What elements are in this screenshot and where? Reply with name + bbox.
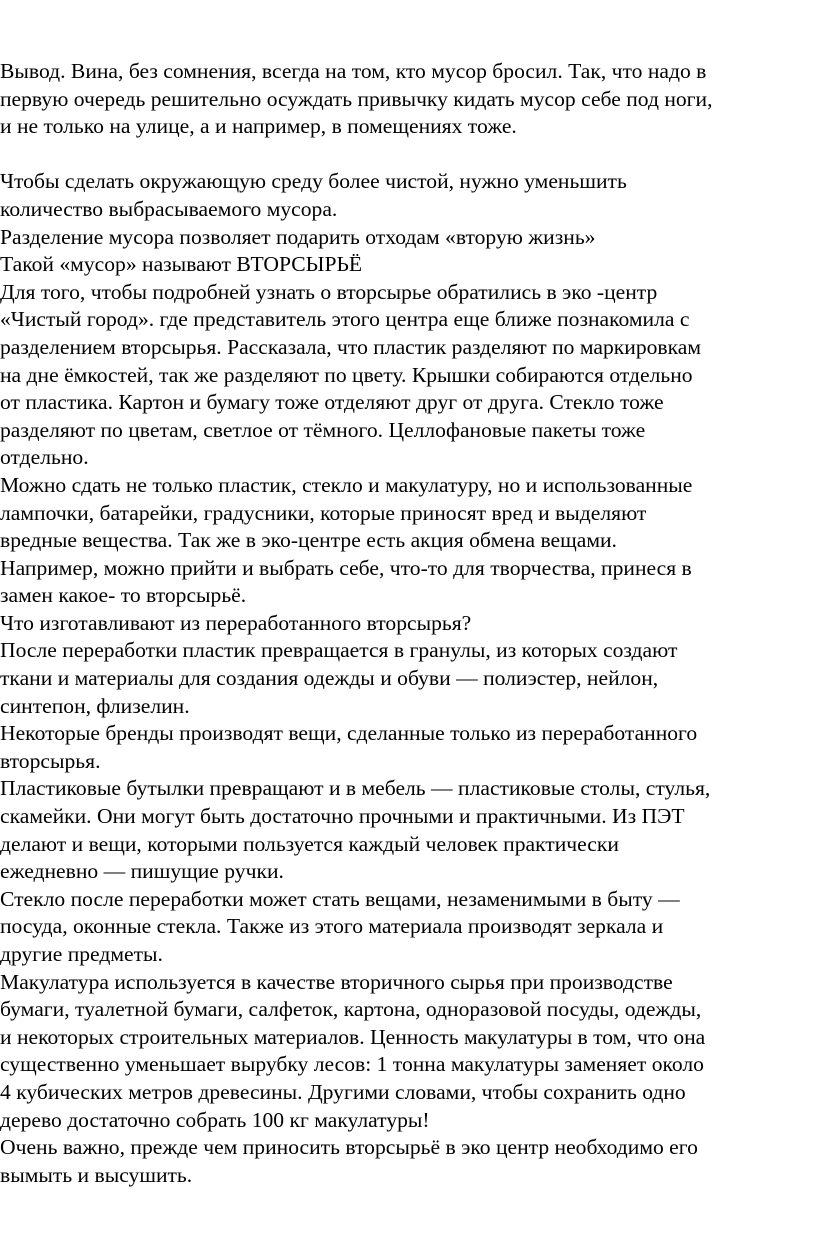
text-line: Можно сдать не только пластик, стекло и макулатуру, но и использованные <box>0 472 693 497</box>
text-line: на дне ёмкостей, так же разделяют по цвету. Крышки собираются отдельно <box>0 362 693 387</box>
text-line: разделением вторсырья. Рассказала, что пластик разделяют по маркировкам <box>0 334 702 359</box>
text-line: вредные вещества. Так же в эко-центре есть акция обмена вещами. <box>0 528 617 553</box>
text-line: первую очередь решительно осуждать привычку кидать мусор себе под ноги, <box>0 86 713 111</box>
text-line: Пластиковые бутылки превращают и в мебель — пластиковые столы, стулья, <box>0 776 711 801</box>
text-line: Такой «мусор» называют ВТОРСЫРЬЁ <box>0 252 363 277</box>
text-line: разделяют по цветам, светлое от тёмного. Целлофановые пакеты тоже <box>0 417 646 442</box>
document-body <box>0 58 816 1189</box>
text-line: от пластика. Картон и бумагу тоже отделяют друг от друга. Стекло тоже <box>0 390 664 415</box>
text-line: скамейки. Они могут быть достаточно прочными и практичными. Из ПЭТ <box>0 804 685 829</box>
text-line: другие предметы. <box>0 942 163 966</box>
text-line: существенно уменьшает вырубку лесов: 1 тонна макулатуры заменяет около <box>0 1052 704 1077</box>
paragraph-main <box>0 168 816 1189</box>
text-line: Стекло после переработки может стать вещами, незаменимыми в быту — <box>0 886 680 911</box>
text-line: дерево достаточно собрать 100 кг макулатуры! <box>0 1107 430 1132</box>
text-line: количество выбрасываемого мусора. <box>0 196 338 221</box>
text-line: отдельно. <box>0 445 89 470</box>
text-line: синтепон, флизелин. <box>0 693 190 718</box>
text-line: бумаги, туалетной бумаги, салфеток, картона, одноразовой посуды, одежды, <box>0 997 702 1022</box>
text-line: Для того, чтобы подробней узнать о вторсырье обратились в эко -центр <box>0 279 658 304</box>
text-line: После переработки пластик превращается в гранулы, из которых создают <box>0 638 678 663</box>
paragraph-conclusion <box>0 58 816 141</box>
text-line: Разделение мусора позволяет подарить отходам «вторую жизнь» <box>0 224 596 249</box>
text-line: лампочки, батарейки, градусники, которые приносят вред и выделяют <box>0 500 647 525</box>
text-line: делают и вещи, которыми пользуется каждый человек практически <box>0 831 619 856</box>
text-line: 4 кубических метров древесины. Другими словами, чтобы сохранить одно <box>0 1079 686 1104</box>
text-line: Некоторые бренды производят вещи, сделанные только из переработанного <box>0 721 698 746</box>
text-line: и некоторых строительных материалов. Ценность макулатуры в том, что она <box>0 1024 706 1049</box>
text-line: посуда, оконные стекла. Также из этого материала производят зеркала и <box>0 914 664 939</box>
text-line: Очень важно, прежде чем приносить вторсырьё в эко центр необходимо его <box>0 1135 698 1160</box>
text-line: замен какое- то вторсырьё. <box>0 583 247 608</box>
text-line: вымыть и высушить. <box>0 1162 193 1187</box>
text-line: «Чистый город». где представитель этого центра еще ближе познакомила с <box>0 307 690 332</box>
text-line: ежедневно — пишущие ручки. <box>0 859 284 884</box>
text-line: вторсырья. <box>0 748 101 773</box>
text-line: Что изготавливают из переработанного вторсырья? <box>0 610 472 635</box>
text-line: и не только на улице, а и например, в помещениях тоже. <box>0 114 517 139</box>
paragraph-gap <box>0 141 816 169</box>
text-line: ткани и материалы для создания одежды и обуви — полиэстер, нейлон, <box>0 666 659 691</box>
text-line: Например, можно прийти и выбрать себе, что-то для творчества, принеся в <box>0 555 692 580</box>
text-line: Чтобы сделать окружающую среду более чистой, нужно уменьшить <box>0 169 627 194</box>
text-line: Вывод. Вина, без сомнения, всегда на том, кто мусор бросил. Так, что надо в <box>0 59 707 83</box>
text-line: Макулатура используется в качестве вторичного сырья при производстве <box>0 969 673 994</box>
